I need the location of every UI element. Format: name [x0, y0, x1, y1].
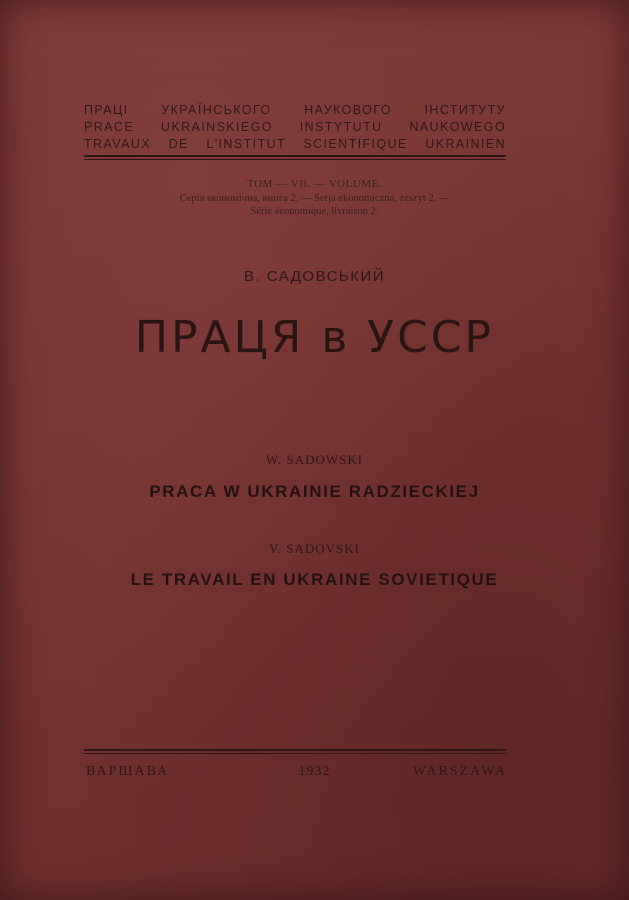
author-french: V. SADOVSKI: [269, 541, 360, 556]
series-line-ukrainian: ПРАЦІ УКРАЇНСЬКОГО НАУКОВОГО ІНСТИТУТУ: [84, 103, 506, 117]
publication-city-ukrainian: ВАРШАВА: [86, 764, 170, 779]
series-economic-french-line: Série économique, livraison 2.: [250, 206, 379, 217]
footer-rule-thin: [84, 753, 506, 754]
author-ukrainian: В. САДОВСЬКИЙ: [243, 268, 386, 285]
volume-line: ТОМ — VII. — VOLUME.: [247, 178, 382, 190]
series-line-polish: PRACE UKRAINSKIEGO INSTYTUTU NAUKOWEGO: [84, 120, 506, 134]
publication-city-polish: WARSZAWA: [412, 764, 507, 779]
publication-year: 1932: [298, 764, 331, 779]
series-economic-line: Серія економічна, книга 2. — Serja ekonomiczna, zeszyt 2. —: [179, 193, 450, 204]
footer-rule-thick: [84, 749, 506, 751]
title-polish: PRACA W UKRAINIE RADZIECKIEJ: [149, 482, 480, 501]
series-line-french: TRAVAUX DE L'INSTITUT SCIENTIFIQUE UKRAINIEN: [84, 137, 506, 151]
header-rule-thin: [84, 159, 506, 160]
title-french: LE TRAVAIL EN UKRAINE SOVIETIQUE: [130, 570, 499, 589]
series-header: [84, 102, 506, 153]
header-rule-thick: [84, 155, 506, 157]
author-polish: W. SADOWSKI: [265, 452, 364, 467]
title-ukrainian: ПРАЦЯ в УССР: [134, 312, 495, 363]
